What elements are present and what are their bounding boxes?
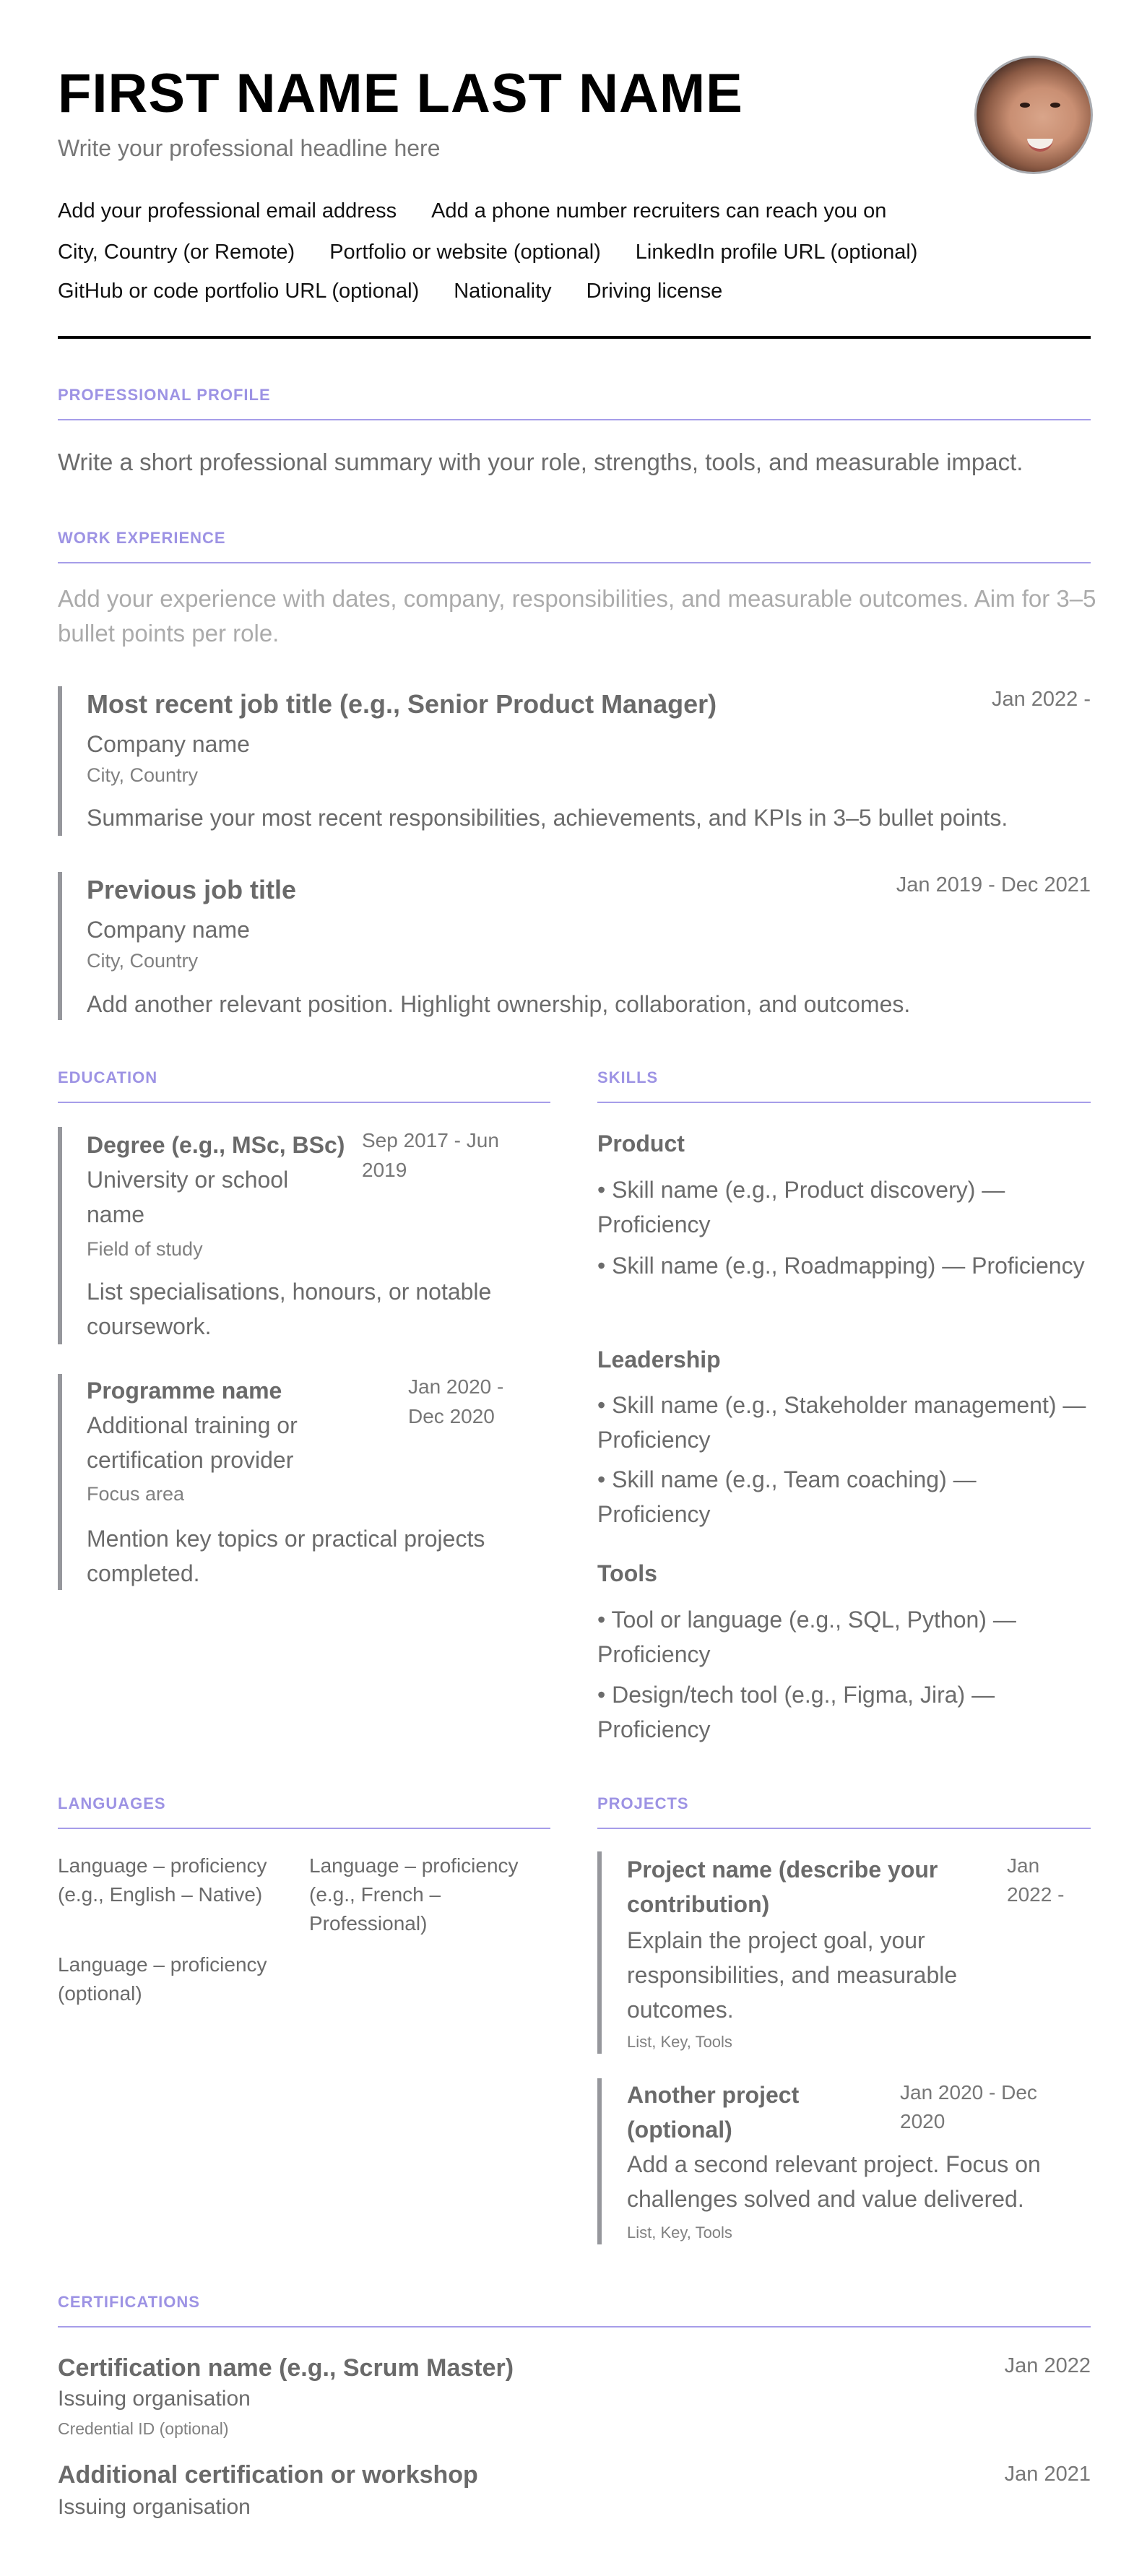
education-dates: Sep 2017 - Jun 2019 [362,1129,499,1181]
education-institution: University or school name [87,1167,289,1227]
job-dates: Jan 2019 - Dec 2021 [896,873,1091,896]
skill-item: • Tool or language (e.g., SQL, Python) — Proficiency [597,1607,1016,1667]
contact-driving-license: Driving license [586,280,723,303]
job-title: Previous job title [87,875,297,904]
section-heading-projects: PROJECTS [597,1794,689,1812]
skill-item: • Skill name (e.g., Roadmapping) — Proficiency [597,1253,1085,1279]
education-institution: Additional training or certification provider [87,1412,298,1473]
contact-row-1 [58,198,886,224]
section-heading-education: EDUCATION [58,1068,158,1086]
education-field: Focus area [87,1483,185,1505]
certification-date: Jan 2022 [1004,2354,1091,2377]
contact-location: City, Country (or Remote) [58,241,295,264]
education-title: Programme name [87,1378,282,1404]
certification-credential: Credential ID (optional) [58,2419,229,2438]
education-field: Field of study [87,1238,203,1260]
section-divider [597,1828,1091,1829]
certification-issuer: Issuing organisation [58,2387,251,2411]
contact-row-3 [58,278,722,304]
photo-eye-left [1020,103,1030,108]
photo-eye-right [1050,103,1060,108]
section-divider [58,2326,1091,2328]
certification-date: Jan 2021 [1004,2463,1091,2486]
header-divider [58,336,1091,339]
skill-item: • Skill name (e.g., Team coaching) — Proficiency [597,1466,977,1527]
job-dates: Jan 2022 - [991,688,1091,711]
photo-mouth [1027,139,1053,152]
skill-group-title: Product [597,1131,685,1157]
contact-portfolio[interactable]: Portfolio or website (optional) [329,241,601,264]
headline: Write your professional headline here [58,135,441,161]
contact-github[interactable]: GitHub or code portfolio URL (optional) [58,280,420,303]
project-description: Explain the project goal, your responsibilities, and measurable outcomes. [627,1927,958,2023]
project-title: Another project (optional) [627,2082,800,2143]
project-dates: Jan 2022 - [1007,1854,1065,1906]
certification-issuer: Issuing organisation [58,2495,251,2519]
education-accent-bar [58,1374,62,1590]
education-description: Mention key topics or practical projects completed. [87,1526,485,1586]
section-heading-profile: PROFESSIONAL PROFILE [58,386,271,404]
section-heading-experience: WORK EXPERIENCE [58,529,226,547]
section-divider [597,1102,1091,1103]
section-divider [58,562,1091,563]
project-dates: Jan 2020 - Dec 2020 [900,2081,1037,2132]
education-description: List specialisations, honours, or notable coursework. [87,1279,492,1339]
project-tags: List, Key, Tools [627,2223,732,2242]
skill-group-title: Tools [597,1560,657,1586]
job-company: Company name [87,917,250,943]
skill-item: • Skill name (e.g., Product discovery) — Proficiency [597,1177,1005,1237]
section-heading-skills: SKILLS [597,1068,659,1086]
project-title: Project name (describe your contribution) [627,1857,938,1917]
certification-title: Additional certification or workshop [58,2461,478,2489]
contact-row-2 [58,239,917,265]
project-accent-bar [597,2078,602,2244]
contact-linkedin[interactable]: LinkedIn profile URL (optional) [635,241,918,264]
section-heading-certifications: CERTIFICATIONS [58,2293,200,2311]
section-divider [58,1102,550,1103]
skill-item: • Design/tech tool (e.g., Figma, Jira) — Proficiency [597,1682,995,1742]
experience-intro: Add your experience with dates, company, responsibilities, and measurable outcomes. Aim for 3–5 bullet points per role. [58,585,1096,647]
skill-group-title: Leadership [597,1347,721,1373]
job-company: Company name [87,731,250,757]
contact-phone[interactable]: Add a phone number recruiters can reach you on [431,199,887,222]
job-description: Add another relevant position. Highlight ownership, collaboration, and outcomes. [87,991,911,1017]
job-location: City, Country [87,764,199,786]
job-description: Summarise your most recent responsibilities, achievements, and KPIs in 3–5 bullet points. [87,805,1008,831]
contact-email[interactable]: Add your professional email address [58,199,397,222]
project-tags: List, Key, Tools [627,2033,732,2051]
candidate-name: FIRST NAME LAST NAME [58,63,743,124]
education-accent-bar [58,1127,62,1344]
job-accent-bar [58,872,62,1020]
profile-summary: Write a short professional summary with your role, strengths, tools, and measurable impact. [58,449,1023,475]
education-title: Degree (e.g., MSc, BSc) [87,1132,345,1158]
section-divider [58,419,1091,420]
certification-title: Certification name (e.g., Scrum Master) [58,2354,514,2382]
profile-photo [974,56,1093,174]
section-divider [58,1828,550,1829]
project-accent-bar [597,1851,602,2054]
project-description: Add a second relevant project. Focus on challenges solved and value delivered. [627,2151,1041,2212]
job-location: City, Country [87,950,199,972]
language-item: Language – proficiency (e.g., English – Native) [58,1854,267,1906]
contact-nationality: Nationality [454,280,552,303]
job-title: Most recent job title (e.g., Senior Product Manager) [87,689,717,719]
section-heading-languages: LANGUAGES [58,1794,166,1812]
skill-item: • Skill name (e.g., Stakeholder management) — Proficiency [597,1392,1086,1453]
education-dates: Jan 2020 - Dec 2020 [408,1375,504,1427]
job-accent-bar [58,686,62,836]
language-item: Language – proficiency (optional) [58,1953,267,2005]
language-item: Language – proficiency (e.g., French – Professional) [309,1854,519,1935]
